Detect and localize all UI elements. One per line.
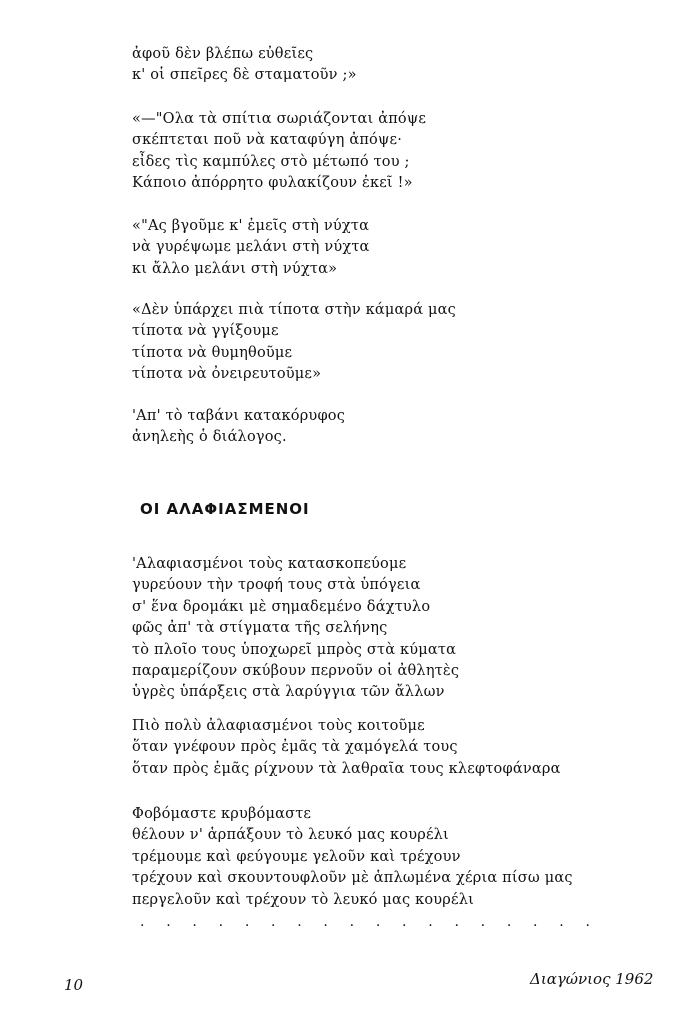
dot: . xyxy=(244,914,250,930)
verse-line: τὸ πλοῖο τους ὑποχωρεῖ μπρὸς στὰ κύματα xyxy=(132,641,457,658)
verse-line: θέλουν ν' ἁρπάξουν τὸ λευκό μας κουρέλι xyxy=(132,827,449,844)
verse-line: Κάποιο ἀπόρρητο φυλακίζουν ἐκεῖ !» xyxy=(132,175,413,192)
dot: . xyxy=(375,914,381,930)
verse-line: περγελοῦν καὶ τρέχουν τὸ λευκό μας κουρέλι xyxy=(132,891,475,908)
verse-line: Φοβόμαστε κρυβόμαστε xyxy=(132,806,312,822)
verse-line: γυρεύουν τὴν τροφή τους στὰ ὑπόγεια xyxy=(132,577,421,594)
verse-line: «Δὲν ὑπάρχει πιὰ τίποτα στὴν κάμαρά μας xyxy=(132,302,456,318)
dot: . xyxy=(297,914,302,930)
verse-line: 'Απ' τὸ ταβάνι κατακόρυφος xyxy=(132,408,346,424)
stanza-top-5 xyxy=(132,406,345,449)
stanza-bottom-2 xyxy=(132,716,561,780)
verse-line: ὑγρὲς ὑπάρξεις στὰ λαρύγγια τῶν ἄλλων xyxy=(132,684,445,701)
stanza-bottom-1 xyxy=(132,554,459,704)
verse-line: σ' ἕνα δρομάκι μὲ σημαδεμένο δάχτυλο xyxy=(132,598,431,615)
verse-line: παραμερίζουν σκύβουν περνοῦν οἱ ἀθλητὲς xyxy=(132,663,460,680)
stanza-top-1 xyxy=(132,44,357,87)
verse-line: κι ἄλλο μελάνι στὴ νύχτα» xyxy=(132,260,338,277)
dot: . xyxy=(559,914,564,930)
stanza-top-2 xyxy=(132,109,426,195)
dot: . xyxy=(506,914,512,930)
stanza-bottom-3 xyxy=(132,804,573,911)
verse-line: τίποτα νὰ γγίξουμε xyxy=(132,323,279,340)
continuation-dots xyxy=(140,914,590,930)
dot: . xyxy=(271,914,276,930)
dot: . xyxy=(428,914,433,930)
verse-line: ἀφοῦ δὲν βλέπω εὐθεῖες xyxy=(132,46,314,62)
verse-line: τίποτα νὰ ὀνειρευτοῦμε» xyxy=(132,366,322,383)
dot: . xyxy=(218,914,224,930)
dot: . xyxy=(349,914,355,930)
dot: . xyxy=(402,914,407,930)
dot: . xyxy=(323,914,328,930)
poem-title: ΟΙ ΑΛΑΦΙΑΣΜΕΝΟΙ xyxy=(140,500,310,518)
dot: . xyxy=(480,914,486,930)
verse-line: Πιὸ πολὺ ἀλαφιασμένοι τοὺς κοιτοῦμε xyxy=(132,718,425,734)
verse-line: ὅταν γνέφουν πρὸς ἐμᾶς τὰ χαμόγελά τους xyxy=(132,739,458,756)
verse-line: τρέμουμε καὶ φεύγουμε γελοῦν καὶ τρέχουν xyxy=(132,848,461,865)
dot: . xyxy=(166,914,171,930)
verse-line: νὰ γυρέψωμε μελάνι στὴ νύχτα xyxy=(132,239,370,256)
verse-line: 'Αλαφιασμένοι τοὺς κατασκοπεύομε xyxy=(132,556,407,572)
verse-line: κ' οἱ σπεῖρες δὲ σταματοῦν ;» xyxy=(132,67,357,84)
dot: . xyxy=(140,914,145,930)
stanza-top-4 xyxy=(132,300,456,386)
verse-line: ἀνηλεὴς ὁ διάλογος. xyxy=(132,429,287,446)
dot: . xyxy=(454,914,459,930)
verse-line: σκέπτεται ποῦ νὰ καταφύγη ἀπόψε· xyxy=(132,132,403,149)
verse-line: φῶς ἀπ' τὰ στίγματα τῆς σελήνης xyxy=(132,620,388,637)
dot: . xyxy=(533,914,538,930)
verse-line: «—"Ολα τὰ σπίτια σωριάζονται ἀπόψε xyxy=(132,111,427,127)
verse-line: ὅταν πρὸς ἐμᾶς ρίχνουν τὰ λαθραῖα τους κλεφτοφάναρα xyxy=(132,760,561,777)
verse-line: εἶδες τὶς καμπύλες στὸ μέτωπό του ; xyxy=(132,153,410,170)
dot: . xyxy=(585,914,590,930)
page-number: 10 xyxy=(64,976,84,994)
verse-line: «"Ας βγοῦμε κ' ἐμεῖς στὴ νύχτα xyxy=(132,218,370,234)
issue-date: Διαγώνιος 1962 xyxy=(530,970,654,988)
verse-line: τρέχουν καὶ σκουντουφλοῦν μὲ ἁπλωμένα χέρια πίσω μας xyxy=(132,870,573,887)
dot: . xyxy=(192,914,197,930)
stanza-top-3 xyxy=(132,216,370,280)
verse-line: τίποτα νὰ θυμηθοῦμε xyxy=(132,344,293,361)
